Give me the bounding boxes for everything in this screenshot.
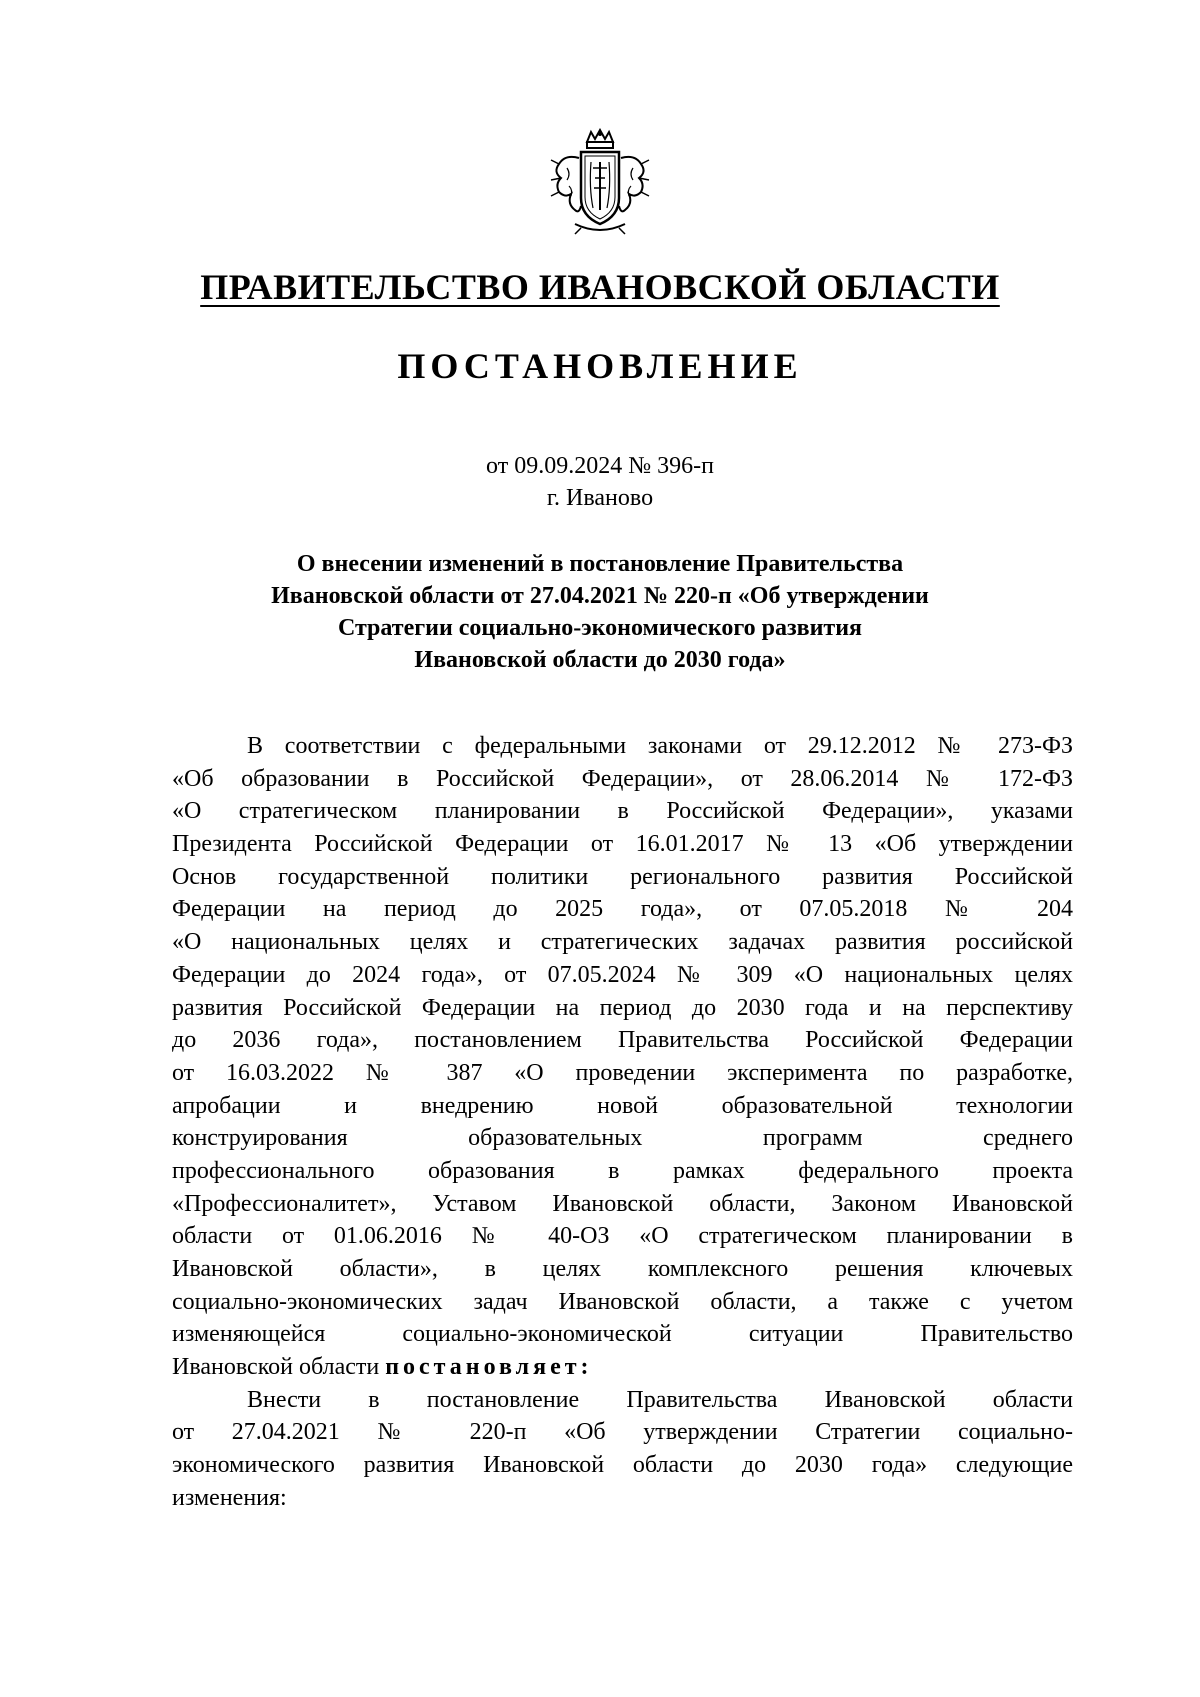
subject-line: Ивановской области до 2030 года» xyxy=(414,647,786,673)
body-line: «Профессионалитет», Уставом Ивановской области, Законом Ивановской xyxy=(172,1190,1073,1217)
body-line: конструирования образовательных программ среднего xyxy=(172,1125,1073,1152)
organization-title xyxy=(0,266,1200,308)
body-line-resolution xyxy=(172,1351,1073,1384)
document-city: г. Иваново xyxy=(546,485,654,511)
body-line: от 16.03.2022 № 387 «О проведении эксперимента по разработке, xyxy=(172,1059,1073,1086)
document-date-number: от 09.09.2024 № 396-п xyxy=(486,453,714,479)
document-subject xyxy=(190,548,1010,676)
body-line: Президента Российской Федерации от 16.01.2017 № 13 «Об утверждении xyxy=(172,831,1073,858)
organization-title-text: ПРАВИТЕЛЬСТВО ИВАНОВСКОЙ ОБЛАСТИ xyxy=(200,267,1000,307)
body-line: Федерации до 2024 года», от 07.05.2024 № 309 «О национальных целях xyxy=(172,961,1073,988)
body-line: изменения: xyxy=(172,1484,287,1511)
subject-line: О внесении изменений в постановление Правительства xyxy=(296,551,904,577)
body-line: Внести в постановление Правительства Ивановской области xyxy=(247,1386,1073,1413)
subject-line: Стратегии социально-экономического развития xyxy=(337,615,863,641)
body-line: Основ государственной политики регионального развития Российской xyxy=(172,863,1073,890)
body-line: Ивановской области», в целях комплексного решения ключевых xyxy=(172,1256,1073,1282)
body-line: до 2036 года», постановлением Правительства Российской Федерации xyxy=(172,1027,1073,1054)
body-line: «О национальных целях и стратегических задачах развития российской xyxy=(172,929,1073,956)
body-line: развития Российской Федерации на период до 2030 года и на перспективу xyxy=(172,994,1073,1021)
resolution-prefix: Ивановской области xyxy=(172,1354,386,1381)
body-line: изменяющейся социально-экономической ситуации Правительство xyxy=(172,1321,1073,1348)
body-line: от 27.04.2021 № 220-п «Об утверждении Стратегии социально- xyxy=(172,1419,1073,1446)
document-type-heading: ПОСТАНОВЛЕНИЕ xyxy=(397,346,803,386)
subject-line: Ивановской области от 27.04.2021 № 220-п «Об утверждении xyxy=(271,583,929,609)
body-line: профессионального образования в рамках федерального проекта xyxy=(172,1157,1073,1184)
body-line: социально-экономических задач Ивановской области, а также с учетом xyxy=(172,1288,1073,1315)
body-line: Федерации на период до 2025 года», от 07.05.2018 № 204 xyxy=(172,896,1073,923)
body-line: области от 01.06.2016 № 40-ОЗ «О стратегическом планировании в xyxy=(172,1223,1073,1250)
document-body xyxy=(172,730,1073,1515)
body-line: апробации и внедрению новой образовательной технологии xyxy=(172,1092,1073,1119)
body-line: «О стратегическом планировании в Российской Федерации», указами xyxy=(172,798,1073,825)
body-line: экономического развития Ивановской области до 2030 года» следующие xyxy=(172,1452,1073,1479)
coat-of-arms-icon xyxy=(545,128,655,236)
resolution-keyword: постановляет: xyxy=(385,1354,593,1381)
body-line: «Об образовании в Российской Федерации», от 28.06.2014 № 172-ФЗ xyxy=(172,765,1073,792)
body-line: В соответствии с федеральными законами от 29.12.2012 № 273-ФЗ xyxy=(247,733,1073,759)
